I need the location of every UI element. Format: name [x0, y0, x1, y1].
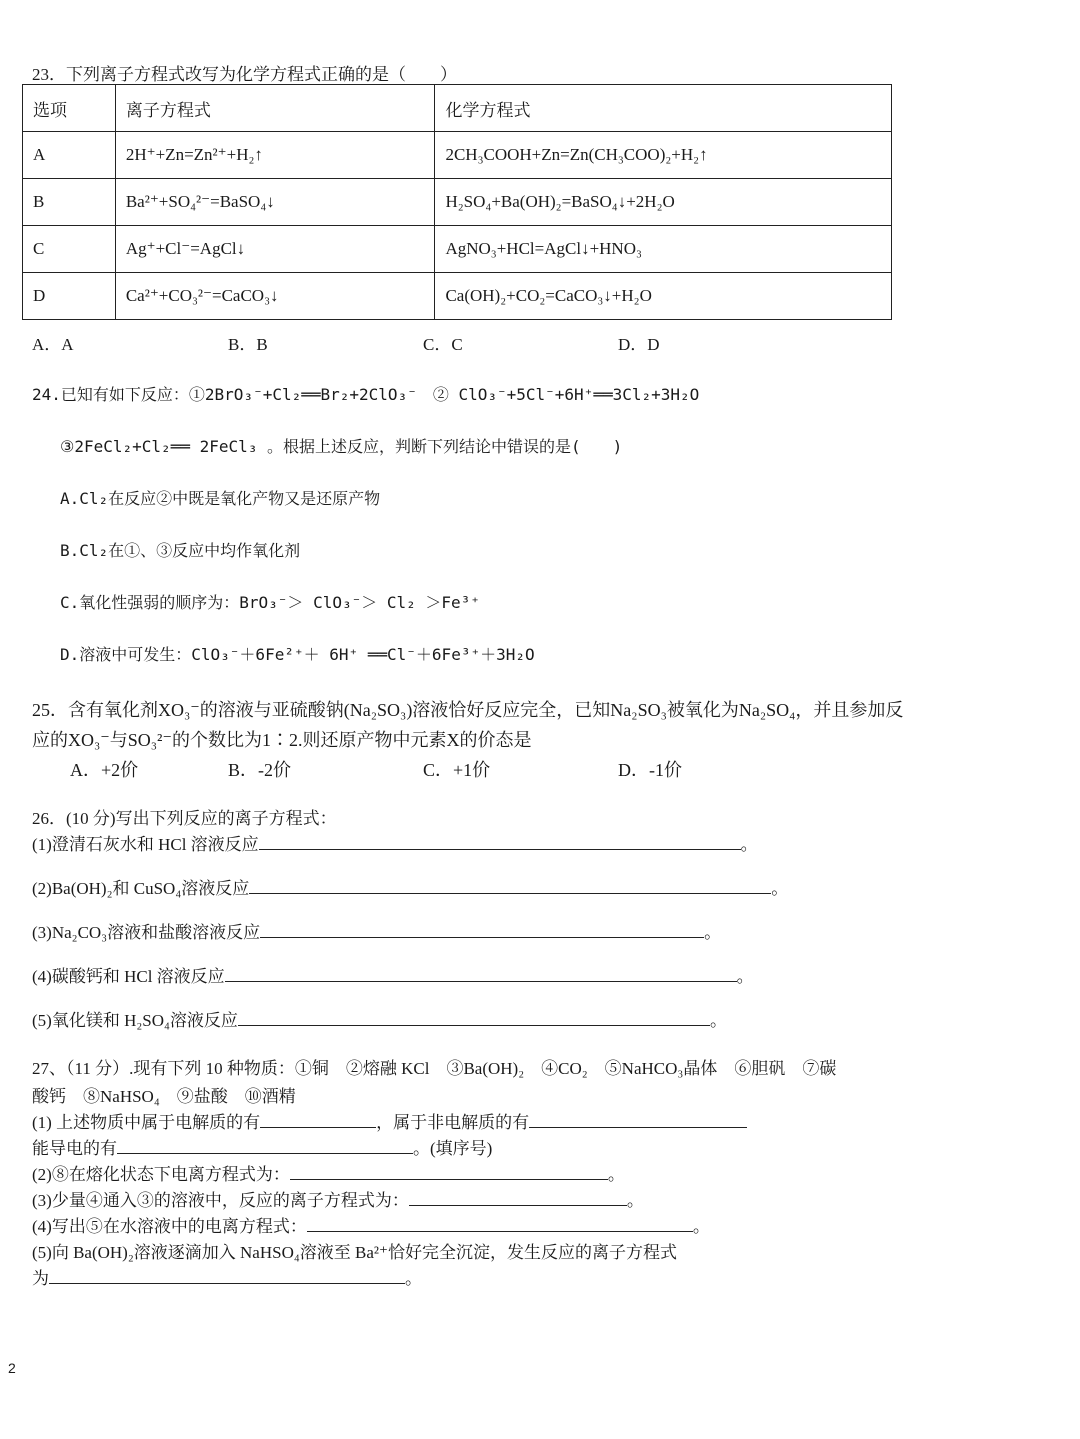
- q27-part-2: [32, 1160, 625, 1185]
- q24-option-a: A.Cl₂在反应②中既是氧化产物又是还原产物: [60, 489, 381, 508]
- q26-item-5: [32, 1006, 727, 1031]
- q23-table: [22, 84, 892, 320]
- end-mark: 。: [704, 923, 722, 942]
- answer-blank[interactable]: [260, 923, 704, 938]
- q27-stem-line2: 酸钙 ⑧NaHSO₄ ⑨盐酸 ⑩酒精: [32, 1087, 296, 1106]
- answer-blank[interactable]: [529, 1113, 747, 1128]
- q26-item-label: (2)Ba(OH)₂和 CuSO₄溶液反应: [32, 879, 250, 898]
- answer-blank[interactable]: [409, 1191, 627, 1206]
- end-mark: 。: [771, 879, 789, 898]
- q27-part-3: [32, 1186, 644, 1211]
- q23-stem: 23．下列离子方程式改写为化学方程式正确的是（ ）: [32, 65, 457, 84]
- answer-blank[interactable]: [307, 1217, 693, 1232]
- q26-stem: 26．(10 分)写出下列反应的离子方程式：: [32, 809, 337, 828]
- q24-option-d: D.溶液中可发生：ClO₃⁻＋6Fe²⁺＋ 6H⁺ ══Cl⁻＋6Fe³⁺＋3H₂O: [60, 645, 535, 664]
- row-chemical: Ca(OH)₂+CO₂=CaCO₃↓+H₂O: [435, 273, 892, 320]
- row-ionic: Ba²⁺+SO₄²⁻=BaSO₄↓: [115, 179, 435, 226]
- q26-item-label: (5)氧化镁和 H₂SO₄溶液反应: [32, 1011, 238, 1030]
- q27-stem-line1: 27、（11 分）.现有下列 10 种物质：①铜 ②熔融 KCl ③Ba(OH)₂ ④CO₂ ⑤NaHCO₃晶体 ⑥胆矾 ⑦碳: [32, 1059, 837, 1078]
- q27-p1c-text: 能导电的有: [32, 1139, 117, 1158]
- end-mark: 。: [405, 1269, 422, 1288]
- q25-line1: 25．含有氧化剂XO₃⁻的溶液与亚硫酸钠(Na₂SO₃)溶液恰好反应完全，已知Na₂SO₃被氧化为Na₂SO₄，并且参加反: [32, 700, 904, 720]
- row-ionic: 2H⁺+Zn=Zn²⁺+H₂↑: [115, 132, 435, 179]
- header-ionic: 离子方程式: [115, 85, 435, 132]
- row-ionic: Ca²⁺+CO₃²⁻=CaCO₃↓: [115, 273, 435, 320]
- row-chemical: AgNO₃+HCl=AgCl↓+HNO₃: [435, 226, 892, 273]
- end-mark: 。: [692, 1217, 710, 1236]
- q27-p1b-text: ，属于非电解质的有: [376, 1113, 530, 1132]
- q26-item-label: (3)Na₂CO₃溶液和盐酸溶液反应: [32, 923, 261, 942]
- q25-line2: 应的XO₃⁻与SO₃²⁻的个数比为1∶2.则还原产物中元素X的价态是: [32, 730, 532, 750]
- end-mark: 。: [607, 1165, 625, 1184]
- end-mark: 。: [709, 1011, 727, 1030]
- table-row: [23, 179, 892, 226]
- row-option: A: [23, 132, 116, 179]
- q27-part-5b: [32, 1264, 422, 1289]
- end-mark: 。: [626, 1191, 644, 1210]
- table-header-row: [23, 85, 892, 132]
- q27-part-4: [32, 1212, 710, 1237]
- header-chemical: 化学方程式: [435, 85, 892, 132]
- q26-item-2: [32, 874, 788, 899]
- q27-part-5a: (5)向 Ba(OH)₂溶液逐滴加入 NaHSO₄溶液至 Ba²⁺恰好完全沉淀，发生反应的离子方程式: [32, 1243, 677, 1262]
- q27-p1a-text: (1) 上述物质中属于电解质的有: [32, 1113, 261, 1132]
- answer-blank[interactable]: [260, 1113, 376, 1128]
- q27-p5b-text: 为: [32, 1269, 49, 1288]
- row-chemical: 2CH₃COOH+Zn=Zn(CH₃COO)₂+H₂↑: [435, 132, 892, 179]
- q27-part-1b: [32, 1134, 492, 1159]
- header-option: 选项: [23, 85, 116, 132]
- q27-part-1a: [32, 1108, 747, 1133]
- q26-item-label: (4)碳酸钙和 HCl 溶液反应: [32, 967, 225, 986]
- table-row: [23, 132, 892, 179]
- q27-p4-text: (4)写出⑤在水溶液中的电离方程式：: [32, 1217, 307, 1236]
- answer-blank[interactable]: [259, 835, 741, 850]
- q26-item-3: [32, 918, 721, 943]
- q23-option-b: B．B: [228, 335, 268, 354]
- row-option: D: [23, 273, 116, 320]
- answer-blank[interactable]: [249, 879, 771, 894]
- row-option: C: [23, 226, 116, 273]
- answer-blank[interactable]: [238, 1011, 710, 1026]
- q25-option-a: A．+2价: [70, 760, 139, 780]
- q25-option-b: B．-2价: [228, 760, 291, 780]
- answer-blank[interactable]: [290, 1165, 608, 1180]
- answer-blank[interactable]: [49, 1269, 405, 1284]
- q26-item-1: [32, 830, 758, 855]
- q23-option-a: A．A: [32, 335, 74, 354]
- end-mark: 。: [740, 835, 758, 854]
- answer-blank[interactable]: [225, 967, 737, 982]
- q26-item-4: [32, 962, 754, 987]
- answer-blank[interactable]: [117, 1139, 413, 1154]
- table-row: [23, 226, 892, 273]
- page-number: 2: [8, 1360, 16, 1376]
- q27-p1d-text: 。(填序号): [413, 1139, 493, 1158]
- q25-option-d: D．-1价: [618, 760, 682, 780]
- row-option: B: [23, 179, 116, 226]
- q24-line1: 24.已知有如下反应：①2BrO₃⁻+Cl₂══Br₂+2ClO₃⁻ ② ClO₃⁻+5Cl⁻+6H⁺══3Cl₂+3H₂O: [32, 385, 700, 404]
- q27-p3-text: (3)少量④通入③的溶液中，反应的离子方程式为：: [32, 1191, 409, 1210]
- end-mark: 。: [736, 967, 754, 986]
- q24-option-b: B.Cl₂在①、③反应中均作氧化剂: [60, 541, 301, 560]
- q26-item-label: (1)澄清石灰水和 HCl 溶液反应: [32, 835, 259, 854]
- q24-line2: ③2FeCl₂+Cl₂══ 2FeCl₃ 。根据上述反应，判断下列结论中错误的是( ): [60, 437, 623, 456]
- q25-option-c: C．+1价: [423, 760, 491, 780]
- q27-p2-text: (2)⑧在熔化状态下电离方程式为：: [32, 1165, 290, 1184]
- row-ionic: Ag⁺+Cl⁻=AgCl↓: [115, 226, 435, 273]
- q23-option-d: D．D: [618, 335, 660, 354]
- q23-option-c: C．C: [423, 335, 463, 354]
- row-chemical: H₂SO₄+Ba(OH)₂=BaSO₄↓+2H₂O: [435, 179, 892, 226]
- q24-option-c: C.氧化性强弱的顺序为：BrO₃⁻＞ ClO₃⁻＞ Cl₂ ＞Fe³⁺: [60, 593, 480, 612]
- table-row: [23, 273, 892, 320]
